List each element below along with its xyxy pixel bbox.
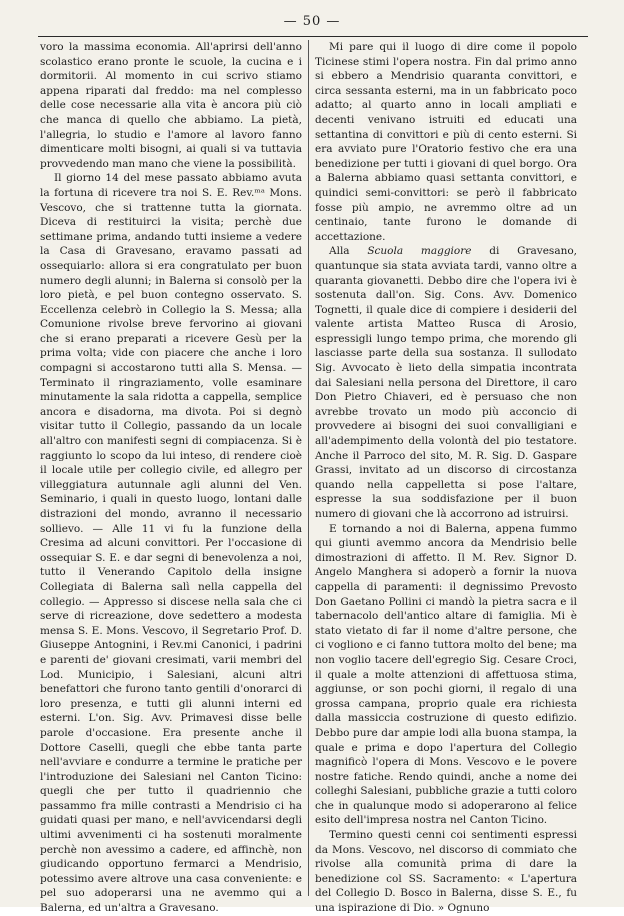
paragraph-text: Mi pare qui il luogo di dire come il popolo Ticinese stimi l'opera nostra. Fin dal primo anno si ebbero a Mendrisio quaranta convittori, e circa sessanta esterni, ma in un fabbricato poco adatto; al quarto anno in locali ampliati e decenti venivano istruiti ed educati una settantina di convittori e più di cento esterni. Si era avviato pure l'Oratorio festivo che era una benedizione per tutti i giovani di quel borgo. Ora a Balerna abbiamo quasi settanta convittori, e quindici semi-convittori: se però il fabbricato fosse più ampio, ne avremmo oltre ad un centinaio, tante furono le domande di accettazione. xyxy=(315,41,577,243)
paragraph-text: voro la massima economia. All'aprirsi dell'anno scolastico erano pronte le scuole, la cucina e i dormitorii. Al momento in cui scrivo stiamo appena riparati dal freddo: ma nel complesso delle cose necessarie alla vita è ancora più ciò che manca di quello che abbiamo. La pietà, l'allegria, lo studio e l'amore al lavoro fanno dimenticare molti bisogni, ai quali si va tuttavia provvedendo man mano che viene la possibilità. xyxy=(40,41,302,170)
paragraph-text: Termino questi cenni coi sentimenti espressi da Mons. Vescovo, nel discorso di commiato che rivolse alla comunità prima di dare la benedizione col SS. Sacramento: « L'apertura del Collegio D. Bosco in Balerna, disse S. E., fu una ispirazione di Dio. » Ognuno xyxy=(315,829,577,915)
paragraph-text: Il giorno 14 del mese passato abbiamo avuta la fortuna di ricevere tra noi S. E. Rev.ᵐᵃ Mons. Vescovo, che si trattenne tutta la giornata. Diceva di restituirci la visita; perchè due settimane prima, andando tutti insieme a vedere la Casa di Gravesano, eravamo passati ad ossequiarlo: allora si era congratulato per buon numero degli alunni; in Balerna si consolò per la loro pietà, e pel buon contegno osservato. S. Eccellenza celebrò in Collegio la S. Messa; alla Comunione rivolse breve fervorino ai giovani che si erano preparati a ricevere Gesù per la prima volta; vide con piacere che anche i loro compagni si accostarono tutti alla S. Mensa. — Terminato il ringraziamento, volle esaminare minutamente la sala ridotta a cappella, semplice ancora e disadorna, ma divota. Poi si degnò visitar tutto il Collegio, passando da un locale all'altro con manifesti segni di compiacenza. Si è raggiunto lo scopo da lui inteso, di rendere cioè il locale utile per collegio civile, ed allegro per villeggiatura autunnale agli alunni del Ven. Seminario, i quali in questo luogo, lontani dalle distrazioni del mondo, avranno il necessario sollievo. — Alle 11 vi fu la funzione della Cresima ad alcuni convittori. Per l'occasione di ossequiar S. E. e dar segni di benevolenza a noi, tutto il Venerando Capitolo della insigne Collegiata di Balerna salì nella cappella del collegio. — Appresso si discese nella sala che ci serve di ricreazione, dove sedettero a modesta mensa S. E. Mons. Vescovo, il Segretario Prof. D. Giuseppe Antognini, i Rev.mi Canonici, i padrini e parenti de' giovani cresimati, varii membri del Lod. Municipio, i Salesiani, alcuni altri benefattori che furono tanto gentili d'onorarci di loro presenza, e tutti gli alunni interni ed esterni. L'on. Sig. Avv. Primavesi disse belle parole d'occasione. Era presente anche il Dottore Caselli, quegli che ebbe tanta parte nell'avviare e condurre a termine le pratiche per l'introduzione dei Salesiani nel Canton Ticino: quegli che per tutto il quadriennio che passammo fra mille contrasti a Mendrisio ci ha guidati quasi per mano, e nell'avvicendarsi degli ultimi avvenimenti ci ha sostenuti moralmente perchè non avessimo a cadere, ed affinchè, non giudicando opportuno fermarci a Mendrisio, potessimo avere altrove una casa conveniente: e pel suo adoperarsi una ne avemmo qui a Balerna, ed un'altra a Gravesano. xyxy=(40,172,302,915)
paragraph xyxy=(315,828,577,916)
paragraph xyxy=(40,171,302,915)
column-divider xyxy=(308,40,309,896)
right-column xyxy=(315,40,577,916)
italic-title: Scuola maggiore xyxy=(367,245,472,258)
paragraph-text: Alla xyxy=(329,245,368,258)
paragraph xyxy=(315,40,577,244)
left-column xyxy=(40,40,302,916)
page-number: — 50 — xyxy=(283,14,341,29)
paragraph-text: E tornando a noi di Balerna, appena fummo qui giunti avemmo ancora da Mendrisio belle dimostrazioni di affetto. Il M. Rev. Signor D. Angelo Manghera si adoperò a fornir la nuova cappella di paramenti: il degnissimo Prevosto Don Gaetano Pollini ci mandò la pietra sacra e il tabernacolo dell'antico altare di famiglia. Mi è stato vietato di far il nome d'altre persone, che ci vogliono e ci fanno tuttora molto del bene; ma non voglio tacere dell'egregio Sig. Cesare Croci, il quale a molte attenzioni di affettuosa stima, aggiunse, or son pochi giorni, il regalo di una grossa campana, proprio quale era richiesta dalla massiccia costruzione di questo edifizio. Debbo pure dar ampie lodi alla buona stampa, la quale e prima e dopo l'apertura del Collegio magnificò l'opera di Mons. Vescovo e le povere nostre fatiche. Rendo quindi, anche a nome dei colleghi Salesiani, pubbliche grazie a tutti coloro che in qualunque modo si adoperarono al felice esito dell'impresa nostra nel Canton Ticino. xyxy=(315,522,577,827)
header-rule xyxy=(38,36,588,37)
paragraph xyxy=(315,522,577,828)
paragraph xyxy=(40,40,302,171)
paragraph xyxy=(315,244,577,521)
paragraph-text: di Gravesano, quantunque sia stata avviata tardi, vanno oltre a quaranta giovanetti. Debbo dire che l'opera ivi è sostenuta dall'on. Sig. Cons. Avv. Domenico Tognetti, il quale dice di compiere i desiderii del valente artista Matteo Rusca di Arosio, espressigli lungo tempo prima, che morendo gli lasciasse parte della sua sostanza. Il sullodato Sig. Avvocato è lieto della simpatia incontrata dai Salesiani nella persona del Direttore, il caro Don Pietro Chiaveri, ed è persuaso che non avrebbe trovato un modo più acconcio di provvedere ai bisogni dei suoi convalligiani e all'adempimento della volontà del pio testatore. Anche il Parroco del sito, M. R. Sig. D. Gaspare Grassi, invitato ad un discorso di circostanza quando nella cappelletta si pose l'altare, espresse la sua soddisfazione per il buon numero di giovani che là accorrono ad istruirsi. xyxy=(315,245,578,520)
